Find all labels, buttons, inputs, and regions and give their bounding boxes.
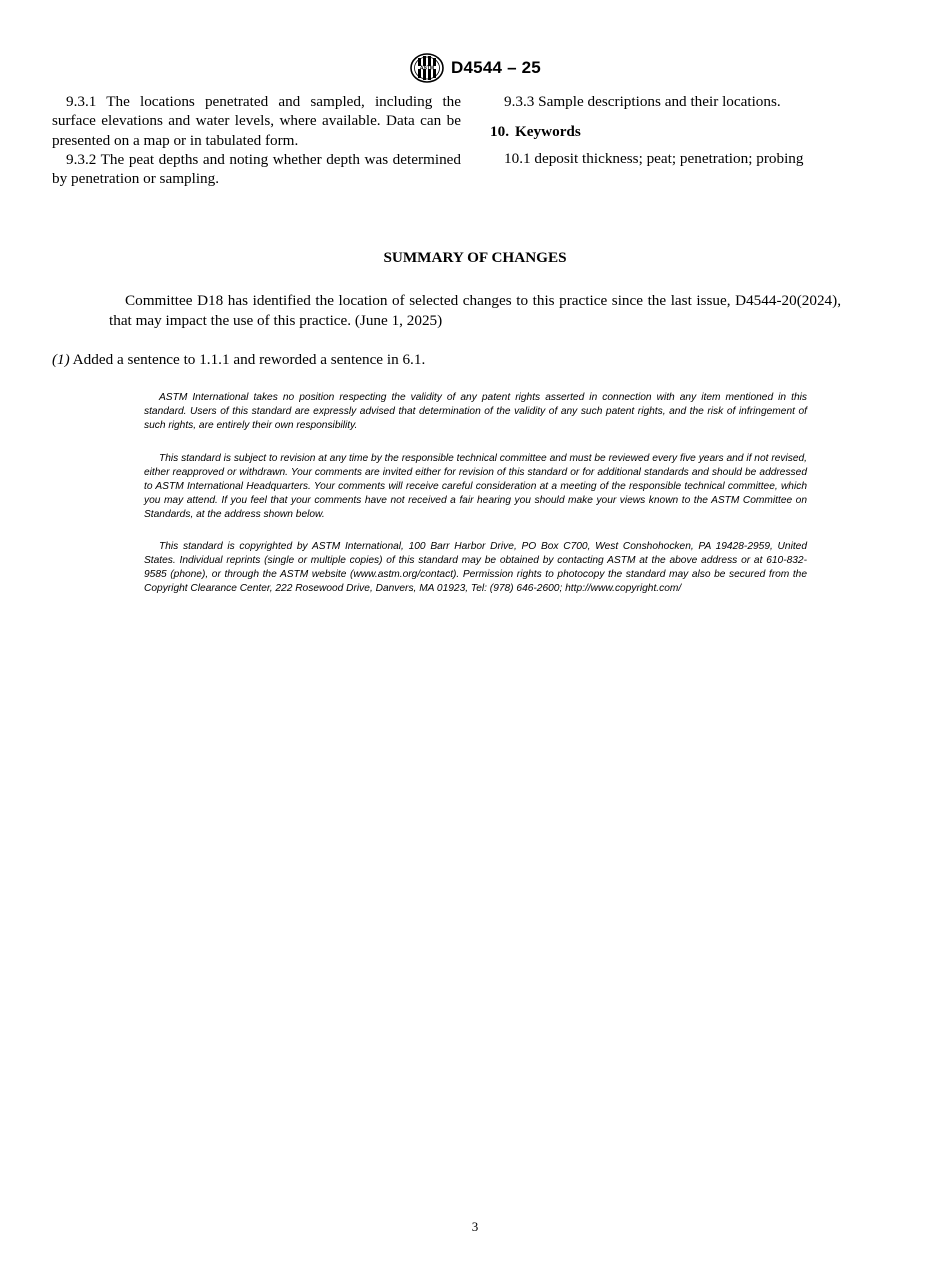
change-item-marker: (1) <box>52 351 70 368</box>
paragraph-9-3-2: 9.3.2 The peat depths and noting whether depth was determined by penetration or sampling. <box>52 150 461 188</box>
keywords-section-number: 10. <box>490 123 509 141</box>
summary-of-changes-title: SUMMARY OF CHANGES <box>383 249 567 266</box>
right-column <box>490 92 840 168</box>
paragraph-9-3-3: 9.3.3 Sample descriptions and their locations. <box>504 93 781 110</box>
change-list-item <box>52 350 852 370</box>
page-number: 3 <box>471 1219 479 1234</box>
patent-notice: ASTM International takes no position respecting the validity of any patent rights asserted in connection with any item mentioned in this standard. Users of this standard are expressly advised that determination of the validity of any such patent rights, and the risk of infringement of such rights, are entirely their own responsibility. <box>144 392 807 432</box>
astm-logo-icon <box>409 52 445 84</box>
revision-notice: This standard is subject to revision at any time by the responsible technical committee and must be reviewed every five years and if not revised, either reapproved or withdrawn. Your comments are invited either for revision of this standard or for additional standards and should be addressed to ASTM International Headquarters. Your comments will receive careful consideration at a meeting of the responsible technical committee, which you may attend. If you feel that your comments have not received a fair hearing you should make your views known to the ASTM Committee on Standards, at the address shown below. <box>144 453 807 521</box>
left-column <box>52 92 461 188</box>
keywords-title: Keywords <box>514 123 581 141</box>
paragraph-9-3-1: 9.3.1 The locations penetrated and sampled, including the surface elevations and water levels, where available. Data can be presented on a map or in tabulated form. <box>52 93 461 149</box>
summary-of-changes-body: Committee D18 has identified the location of selected changes to this practice since the last issue, D4544-20(2024), that may impact the use of this practice. (June 1, 2025) <box>109 292 841 329</box>
change-item-text: Added a sentence to 1.1.1 and reworded a sentence in 6.1. <box>69 351 426 368</box>
keywords-text: 10.1 deposit thickness; peat; penetration; probing <box>504 149 804 167</box>
keywords-heading <box>490 122 840 141</box>
copyright-notice: This standard is copyrighted by ASTM International, 100 Barr Harbor Drive, PO Box C700, West Conshohocken, PA 19428-2959, United States. Individual reprints (single or multiple copies) of this standard may be obtained by contacting ASTM at the above address or at 610-832-9585 (phone), or through the ASTM website (www.astm.org/contact). Permission rights to photocopy the standard may also be secured from the Copyright Clearance Center, 222 Rosewood Drive, Danvers, MA 01923, Tel: (978) 646-2600; http://www.copyright.com/ <box>144 541 807 595</box>
page-header <box>0 52 950 84</box>
svg-text:ASTM: ASTM <box>419 65 435 72</box>
document-designation: D4544 – 25 <box>451 58 541 77</box>
